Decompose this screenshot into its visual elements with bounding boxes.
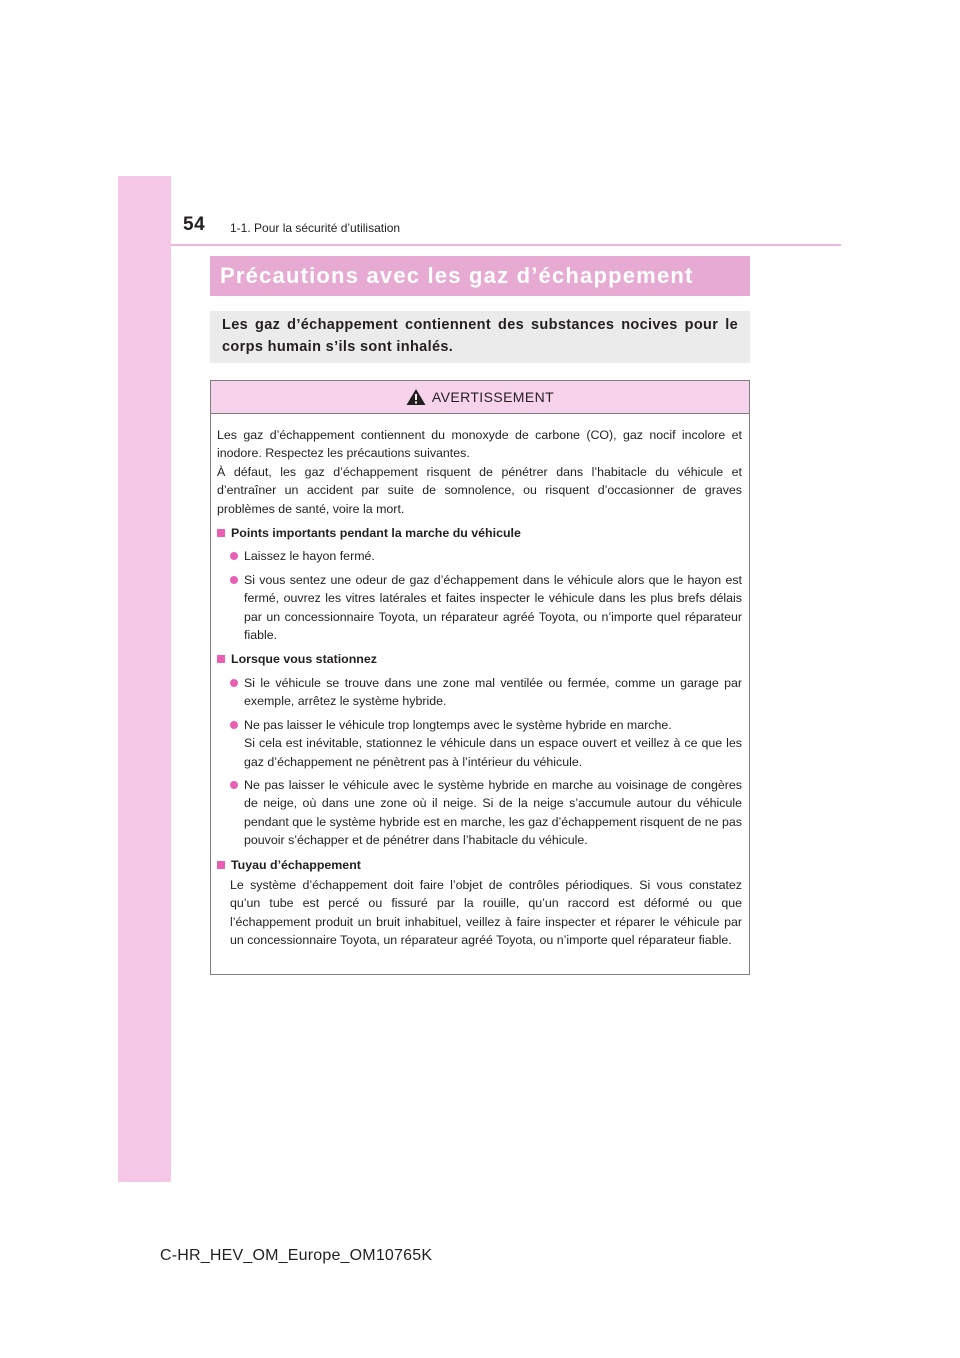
page-number: 54 xyxy=(183,214,206,235)
square-bullet-icon xyxy=(217,655,225,663)
list-item-text: Si vous sentez une odeur de gaz d’échappement dans le véhicule alors que le hayon est fermé, ouvrez les vitres latérales et faites inspecter le véhicule dans les plus brefs délais par un concessionnaire Toyota, un réparateur agréé Toyota, ou n’importe quel réparateur fiable. xyxy=(244,572,742,643)
list-item-text: Si le véhicule se trouve dans une zone mal ventilée ou fermée, comme un garage par exemple, arrêtez le système hybride. xyxy=(244,675,742,709)
round-bullet-icon xyxy=(230,781,238,789)
subsection-title: Tuyau d’échappement xyxy=(231,857,361,872)
page-title: Précautions avec les gaz d’échappement xyxy=(220,263,694,288)
warning-header xyxy=(211,381,749,414)
subsection-heading xyxy=(217,856,742,874)
round-bullet-icon xyxy=(230,576,238,584)
warning-title: AVERTISSEMENT xyxy=(431,389,555,405)
warning-body xyxy=(211,414,749,950)
list-item-text-block xyxy=(244,716,742,771)
round-bullet-icon xyxy=(230,552,238,560)
summary-box: Les gaz d’échappement contiennent des substances nocives pour le corps humain s’ils sont inhalés. xyxy=(210,311,750,363)
list-item-text: Laissez le hayon fermé. xyxy=(244,549,375,564)
list-item-continuation: Si cela est inévitable, stationnez le véhicule dans un espace ouvert et veillez à ce que les gaz d’échappement ne pénètrent pas à l’intérieur du véhicule. xyxy=(244,736,742,769)
list-item xyxy=(217,716,742,771)
list-item xyxy=(217,674,742,711)
header-rule xyxy=(171,244,841,246)
warning-box xyxy=(210,380,750,975)
page-title-bar xyxy=(210,256,750,296)
side-color-band xyxy=(118,176,171,1182)
subsection-heading xyxy=(217,650,742,668)
list-item-text: Ne pas laisser le véhicule trop longtemps avec le système hybride en marche. xyxy=(244,717,672,732)
list-item-text: Ne pas laisser le véhicule avec le système hybride en marche au voisinage de congères de neige, où dans une zone où il neige. Si de la neige s’accumule autour du véhicule pendant que le système hybride est en marche, les gaz d’échappement risquent de ne pas pouvoir s’échapper et de pénétrer dans l’habitacle du véhicule. xyxy=(244,777,742,848)
warning-triangle-icon xyxy=(406,388,426,406)
square-bullet-icon xyxy=(217,529,225,537)
document-code: C-HR_HEV_OM_Europe_OM10765K xyxy=(160,1247,433,1264)
subsection-title: Points importants pendant la marche du véhicule xyxy=(231,526,521,541)
round-bullet-icon xyxy=(230,679,238,687)
subsection-heading xyxy=(217,524,742,542)
round-bullet-icon xyxy=(230,721,238,729)
warning-intro-1: Les gaz d’échappement contiennent du monoxyde de carbone (CO), gaz nocif incolore et inodore. Respectez les précautions suivantes. xyxy=(217,428,742,461)
list-item xyxy=(217,547,742,565)
section-reference: 1-1. Pour la sécurité d’utilisation xyxy=(230,221,401,235)
list-item xyxy=(217,571,742,645)
warning-intro-2: À défaut, les gaz d’échappement risquent de pénétrer dans l’habitacle du véhicule et d’entraîner un accident par suite de somnolence, ou risquent d’occasionner de graves problèmes de santé, voire la mort. xyxy=(217,464,742,516)
square-bullet-icon xyxy=(217,861,225,869)
subsection-title: Lorsque vous stationnez xyxy=(231,652,377,667)
subsection-text: Le système d’échappement doit faire l’objet de contrôles périodiques. Si vous constatez qu’un tube est percé ou fissuré par la rouille, qu’un raccord est déformé ou que l’échappement produit un bruit inhabituel, veillez à faire inspecter et réparer le véhicule par un concessionnaire Toyota, un réparateur agréé Toyota, ou n’importe quel réparateur fiable. xyxy=(230,877,742,948)
list-item xyxy=(217,776,742,850)
